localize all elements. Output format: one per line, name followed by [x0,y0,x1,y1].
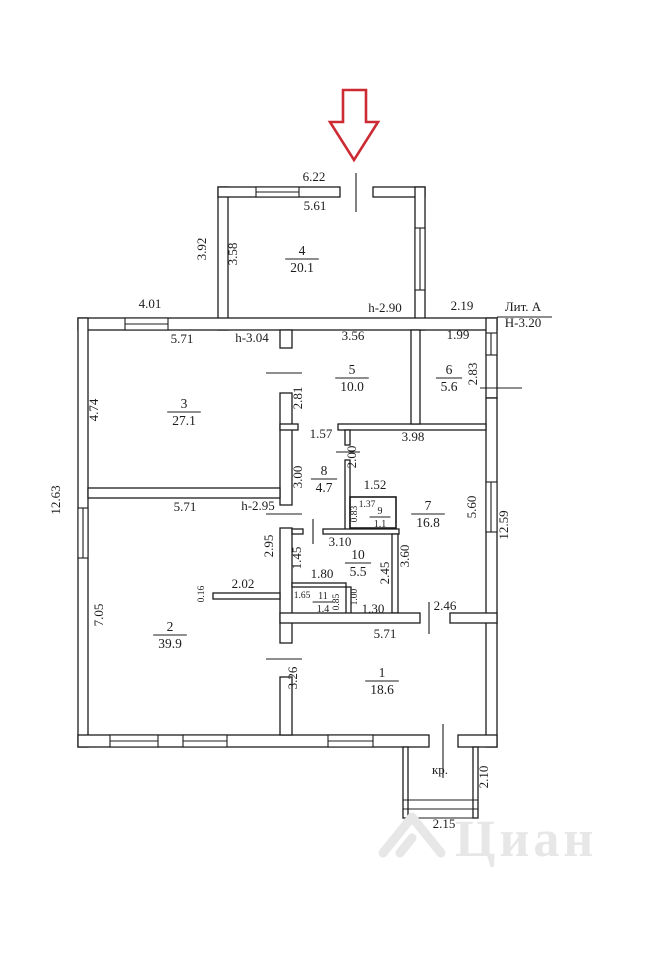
window [328,735,373,747]
dimension-label: 1.45 [289,546,304,570]
dimension-label: 1.57 [309,426,333,441]
room-number: 9 [377,506,383,517]
dimension-label: 1.99 [446,327,470,342]
dimension-label: 5.60 [464,495,479,519]
walls-layer [78,187,497,747]
entrance-arrow-icon [330,90,378,160]
room-area: 1.4 [316,604,330,615]
dimension-label: 0.16 [197,585,207,603]
watermark-text: Циан [455,811,598,868]
dimension-label: 2.83 [465,362,480,386]
dimension-label: 2.81 [290,386,305,410]
dimension-label: 2.15 [432,816,456,831]
dimension-label: 5.61 [303,198,327,213]
dimension-label: 2.19 [450,298,474,313]
dimension-label: 12.63 [48,485,63,515]
room-number: 3 [180,396,188,411]
dimension-label: 5.71 [373,626,397,641]
room-number: 10 [351,547,365,562]
dimension-label: 3.98 [401,429,425,444]
room-area: 39.9 [158,636,182,651]
window [256,187,299,197]
window [415,228,425,290]
dimension-label: 12.59 [496,510,511,540]
dimension-label: 3.26 [285,666,300,690]
room-area: 5.6 [440,379,458,394]
room-number: 2 [166,619,174,634]
dimension-label: 3.58 [225,242,240,266]
room-number: 1 [378,665,386,680]
window [78,508,88,558]
dimension-label: 0.85 [332,593,342,611]
dimension-label: h-2.95 [241,498,275,513]
window [110,735,158,747]
dimension-label: h-2.90 [368,300,402,315]
dimension-label: 1.80 [310,566,334,581]
window [183,735,227,747]
room-number: 8 [320,463,328,478]
dimension-label: 3.00 [290,465,305,489]
porch [403,747,478,818]
dimension-label: 0.83 [350,505,360,523]
dimension-label: 2.95 [261,534,276,558]
room-area: 4.7 [315,480,333,495]
dimension-label: 6.22 [302,169,326,184]
room-number: 6 [445,362,453,377]
height-note: Н-3.20 [504,315,542,330]
dimension-label: 2.45 [377,561,392,585]
room-number: 11 [318,591,328,602]
porch-label: кр. [431,762,449,777]
room-number: 4 [298,243,306,258]
litera-label: Лит. А [504,299,542,314]
dimension-label: 2.46 [433,598,457,613]
room-area: 18.6 [370,682,394,697]
dimension-label: 1.52 [363,477,387,492]
dimension-label: 1.30 [361,601,385,616]
dimension-label: 3.10 [328,534,352,549]
dimension-label: 5.71 [173,499,197,514]
room-area: 16.8 [416,515,440,530]
dimension-label: 2.10 [476,765,491,789]
dimension-label: 4.74 [86,398,101,422]
room-area: 27.1 [172,413,196,428]
room-area: 20.1 [290,260,314,275]
room-number: 7 [424,498,432,513]
dimension-label: 2.02 [231,576,255,591]
dimension-label: 1.37 [358,500,376,510]
dimension-label: 7.05 [91,603,106,627]
dimension-label: 1.00 [350,588,360,606]
dimension-label: 1.65 [293,591,311,601]
dimension-label: 3.56 [341,328,365,343]
room-area: 1.1 [373,519,387,530]
dimension-label: 2.00 [344,445,359,469]
dimension-label: h-3.04 [235,330,269,345]
dimension-label: 5.71 [170,331,194,346]
room-number: 5 [348,362,356,377]
window [125,318,168,330]
room-area: 10.0 [340,379,364,394]
dimension-label: 3.60 [397,544,412,568]
window [486,333,497,355]
dimension-label: 3.92 [194,237,209,261]
watermark [383,811,597,868]
dimension-label: 4.01 [138,296,162,311]
room-area: 5.5 [349,564,367,579]
